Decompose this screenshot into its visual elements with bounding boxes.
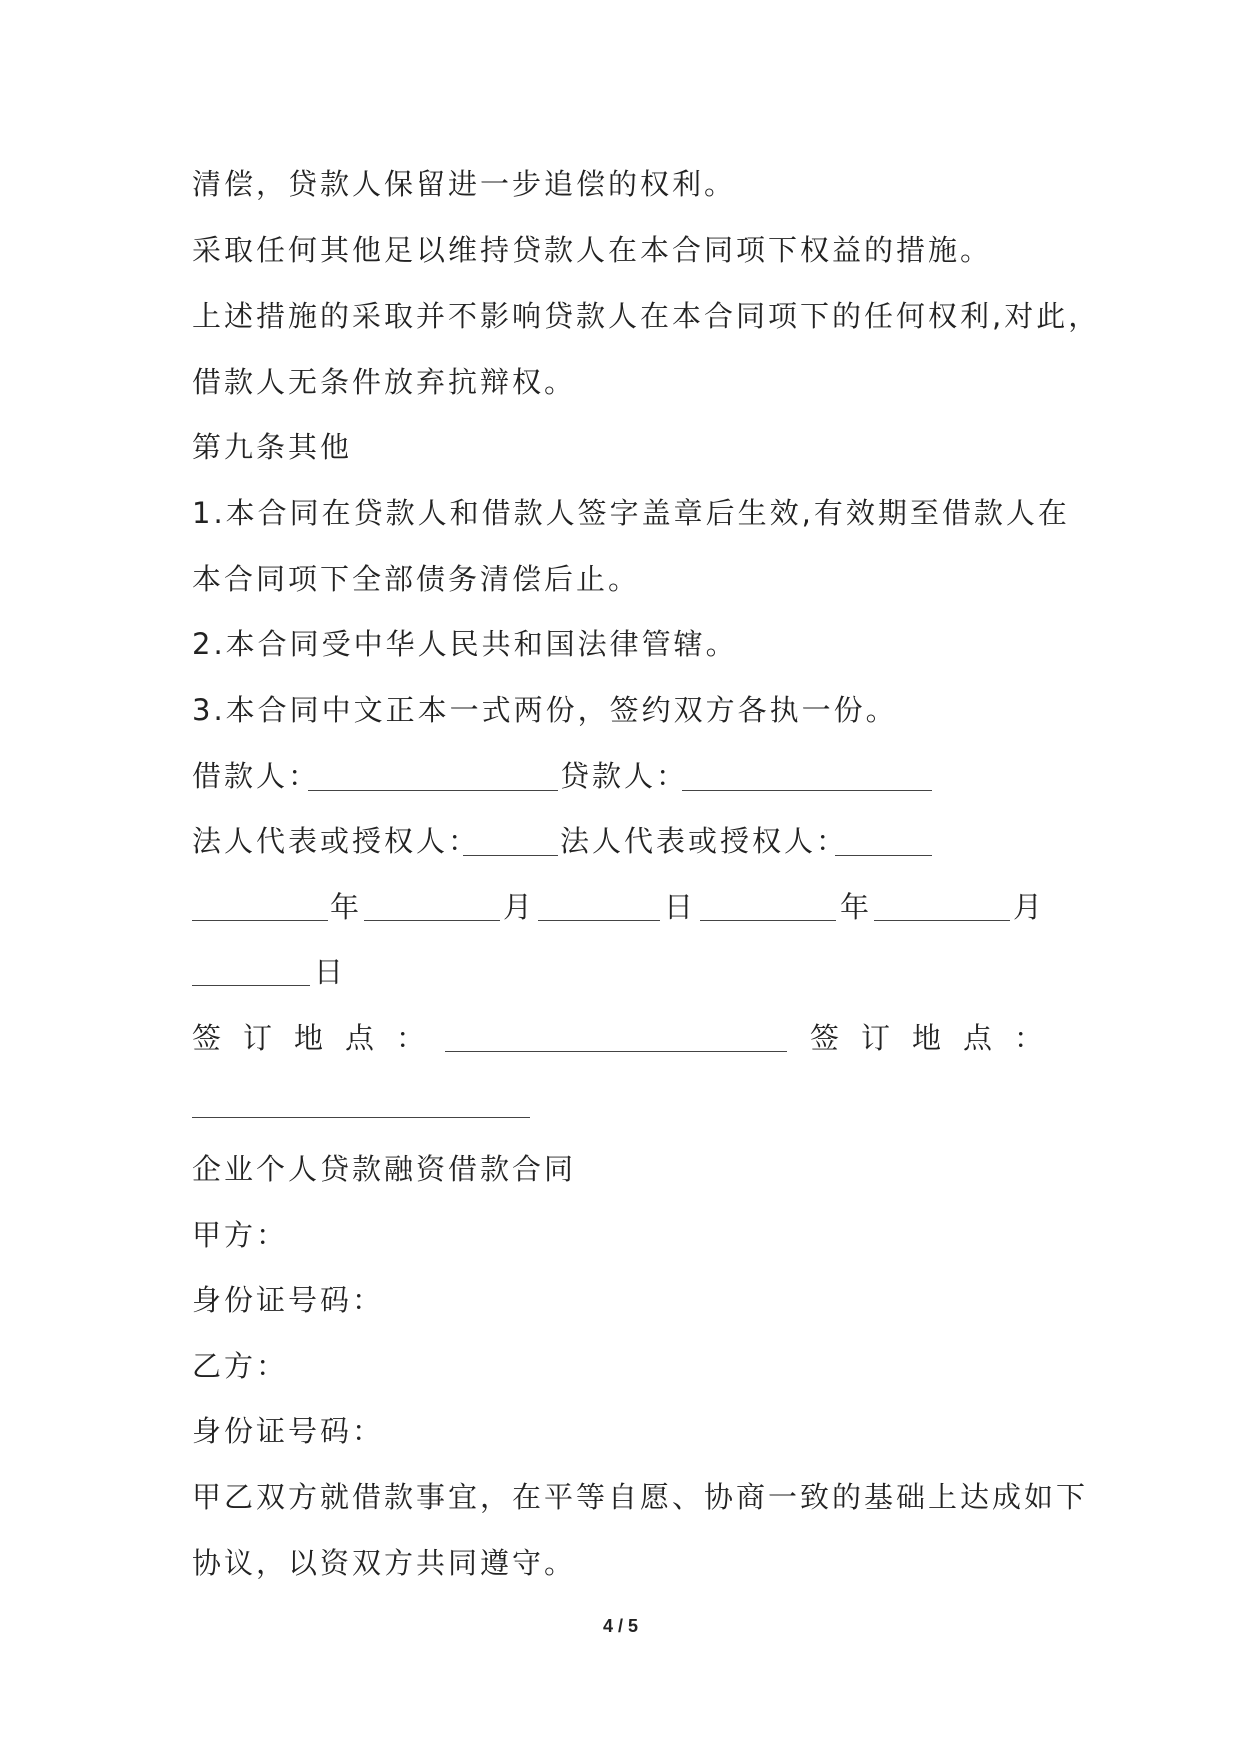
month-label: 月 (1013, 890, 1046, 924)
text-line: 清偿，贷款人保留进一步追偿的权利。 (192, 167, 737, 201)
text-line: 协议，以资双方共同遵守。 (192, 1546, 577, 1580)
day-blank (538, 920, 660, 921)
text-line: 借款人无条件放弃抗辩权。 (192, 365, 577, 399)
month-label: 月 (503, 890, 536, 924)
text-line: 甲乙双方就借款事宜，在平等自愿、协商一致的基础上达成如下 (192, 1480, 1089, 1514)
party-b-label: 乙方： (192, 1349, 289, 1383)
borrower-label: 借款人： (192, 759, 321, 793)
section-heading: 第九条其他 (192, 430, 353, 464)
page-number: 4 / 5 (602, 1616, 639, 1636)
text-line: 本合同项下全部债务清偿后止。 (192, 562, 641, 596)
rep-blank (835, 855, 932, 856)
id-number-label: 身份证号码： (192, 1283, 385, 1317)
text-line: 采取任何其他足以维持贷款人在本合同项下权益的措施。 (192, 233, 993, 267)
rep-blank (463, 855, 558, 856)
text-line: 上述措施的采取并不影响贷款人在本合同项下的任何权利,对此， (192, 299, 1101, 333)
year-label: 年 (840, 890, 873, 924)
text-line: 2.本合同受中华人民共和国法律管辖。 (192, 627, 738, 661)
place-label: 签订地点： (810, 1021, 1066, 1055)
text-line: 1.本合同在贷款人和借款人签字盖章后生效,有效期至借款人在 (192, 496, 1070, 530)
lender-label: 贷款人： (560, 759, 689, 793)
borrower-blank (308, 790, 558, 791)
text-line: 3.本合同中文正本一式两份，签约双方各执一份。 (192, 693, 898, 727)
year-blank (192, 920, 328, 921)
rep-label: 法人代表或授权人： (560, 824, 849, 858)
day-label: 日 (314, 955, 347, 989)
lender-blank (682, 790, 932, 791)
month-blank (364, 920, 500, 921)
year-blank (700, 920, 836, 921)
id-number-label: 身份证号码： (192, 1414, 385, 1448)
contract-title: 企业个人贷款融资借款合同 (192, 1152, 577, 1186)
day-blank (192, 985, 310, 986)
party-a-label: 甲方： (192, 1218, 289, 1252)
rep-label: 法人代表或授权人： (192, 824, 481, 858)
place-label: 签订地点： (192, 1021, 448, 1055)
month-blank (874, 920, 1010, 921)
place-blank (192, 1117, 530, 1118)
place-blank (445, 1051, 787, 1052)
day-label: 日 (664, 890, 697, 924)
year-label: 年 (330, 890, 363, 924)
